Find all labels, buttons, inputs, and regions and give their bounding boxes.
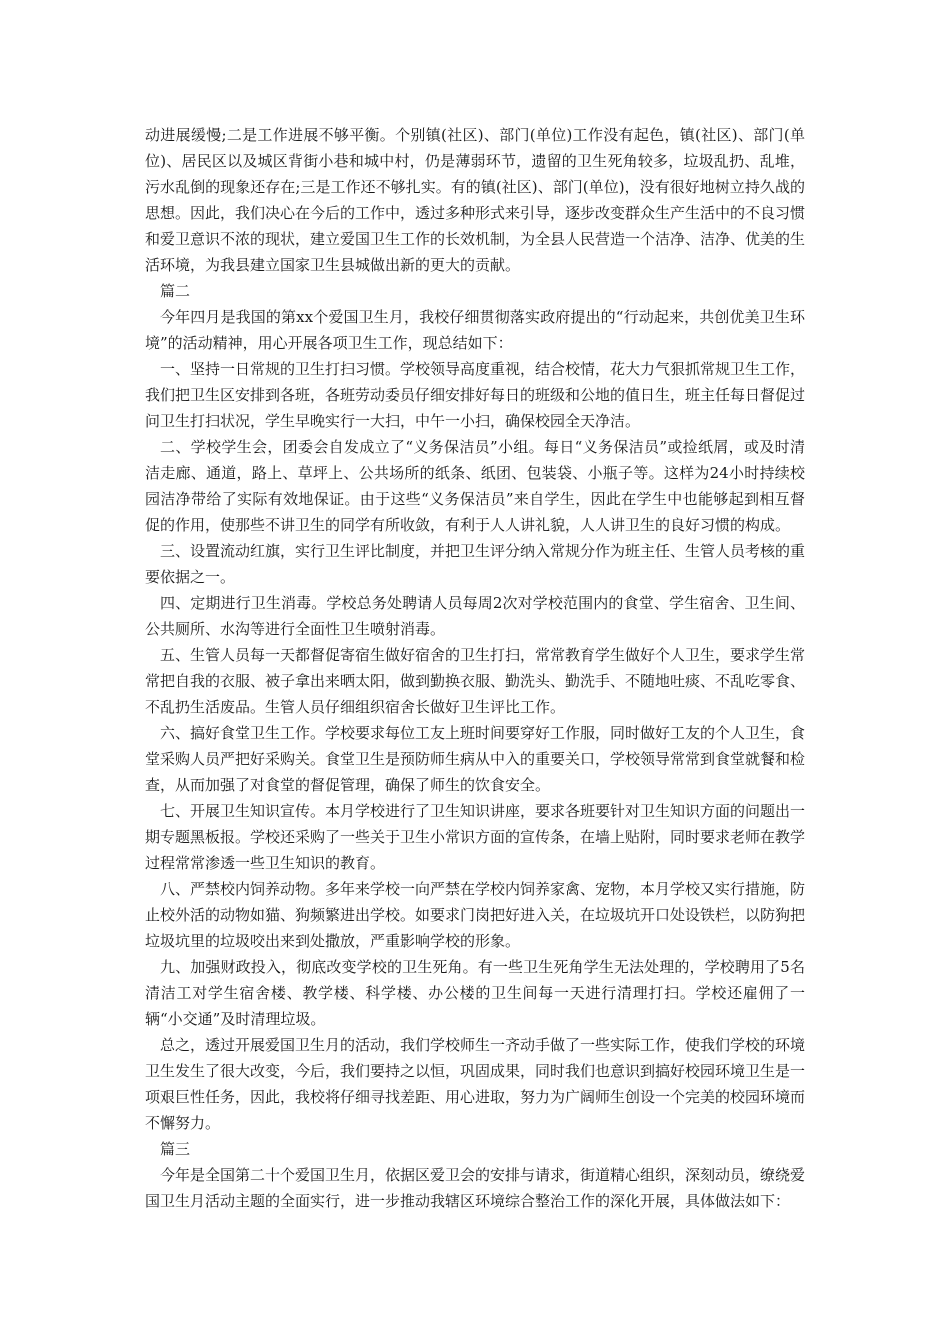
paragraph: 八、严禁校内饲养动物。多年来学校一向严禁在学校内饲养家禽、宠物，本月学校又实行措施，防止校外活的动物如猫、狗频繁进出学校。如要求门岗把好进入关，在垃圾坑开口处设铁栏，以防狗把垃圾坑里的垃圾咬出来到处撒放，严重影响学校的形象。 bbox=[145, 880, 806, 950]
paragraph: 三、设置流动红旗，实行卫生评比制度，并把卫生评分纳入常规分作为班主任、生管人员考核的重要依据之一。 bbox=[145, 542, 806, 586]
section-heading-3: 篇三 bbox=[160, 1140, 191, 1158]
paragraph-continued: 动进展缓慢;二是工作进展不够平衡。个别镇(社区)、部门(单位)工作没有起色，镇(社区)、部门(单位)、居民区以及城区背街小巷和城中村，仍是薄弱环节，遗留的卫生死角较多，垃圾乱扔、乱堆，污水乱倒的现象还存在;三是工作还不够扎实。有的镇(社区)、部门(单位)，没有很好地树立持久战的思想。因此，我们决心在今后的工作中，透过多种形式来引导，逐步改变群众生产生活中的不良习惯和爱卫意识不浓的现状，建立爱国卫生工作的长效机制，为全县人民营造一个洁净、洁净、优美的生活环境，为我县建立国家卫生县城做出新的更大的贡献。 bbox=[145, 126, 806, 274]
paragraph: 今年四月是我国的第xx个爱国卫生月，我校仔细贯彻落实政府提出的“行动起来，共创优美卫生环境”的活动精神，用心开展各项卫生工作，现总结如下： bbox=[145, 308, 805, 352]
section-heading-2: 篇二 bbox=[160, 282, 191, 300]
paragraph: 九、加强财政投入，彻底改变学校的卫生死角。有一些卫生死角学生无法处理的，学校聘用了5名清洁工对学生宿舍楼、教学楼、科学楼、办公楼的卫生间每一天进行清理打扫。学校还雇佣了一辆“小交通”及时清理垃圾。 bbox=[145, 958, 805, 1028]
paragraph: 总之，透过开展爱国卫生月的活动，我们学校师生一齐动手做了一些实际工作，使我们学校的环境卫生发生了很大改变，今后，我们要持之以恒，巩固成果，同时我们也意识到搞好校园环境卫生是一项艰巨性任务，因此，我校将仔细寻找差距、用心进取，努力为广阔师生创设一个完美的校园环境而不懈努力。 bbox=[145, 1036, 806, 1132]
paragraph: 五、生管人员每一天都督促寄宿生做好宿舍的卫生打扫，常常教育学生做好个人卫生，要求学生常常把自我的衣服、被子拿出来晒太阳，做到勤换衣服、勤洗头、勤洗手、不随地吐痰、不乱吃零食、不乱扔生活废品。生管人员仔细组织宿舍长做好卫生评比工作。 bbox=[145, 646, 806, 716]
paragraph: 六、搞好食堂卫生工作。学校要求每位工友上班时间要穿好工作服，同时做好工友的个人卫生，食堂采购人员严把好采购关。食堂卫生是预防师生病从中入的重要关口，学校领导常常到食堂就餐和检查，从而加强了对食堂的督促管理，确保了师生的饮食安全。 bbox=[145, 724, 806, 794]
paragraph: 一、坚持一日常规的卫生打扫习惯。学校领导高度重视，结合校情，花大力气狠抓常规卫生工作，我们把卫生区安排到各班，各班劳动委员仔细安排好每日的班级和公地的值日生，班主任每日督促过问卫生打扫状况，学生早晚实行一大扫，中午一小扫，确保校园全天净洁。 bbox=[145, 360, 806, 430]
document-body bbox=[145, 122, 805, 1214]
paragraph: 二、学校学生会，团委会自发成立了“义务保洁员”小组。每日“义务保洁员”或捡纸屑，或及时清洁走廊、通道，路上、草坪上、公共场所的纸条、纸团、包装袋、小瓶子等。这样为24小时持续校园洁净带给了实际有效地保证。由于这些“义务保洁员”来自学生，因此在学生中也能够起到相互督促的作用，使那些不讲卫生的同学有所收敛，有利于人人讲礼貌，人人讲卫生的良好习惯的构成。 bbox=[145, 438, 805, 534]
paragraph: 今年是全国第二十个爱国卫生月，依据区爱卫会的安排与请求，街道精心组织，深刻动员，缭绕爱国卫生月活动主题的全面实行，进一步推动我辖区环境综合整治工作的深化开展，具体做法如下： bbox=[145, 1166, 806, 1210]
paragraph: 四、定期进行卫生消毒。学校总务处聘请人员每周2次对学校范围内的食堂、学生宿舍、卫生间、公共厕所、水沟等进行全面性卫生喷射消毒。 bbox=[145, 594, 805, 638]
paragraph: 七、开展卫生知识宣传。本月学校进行了卫生知识讲座，要求各班要针对卫生知识方面的问题出一期专题黑板报。学校还采购了一些关于卫生小常识方面的宣传条，在墙上贴附，同时要求老师在教学过程常常渗透一些卫生知识的教育。 bbox=[145, 802, 806, 872]
